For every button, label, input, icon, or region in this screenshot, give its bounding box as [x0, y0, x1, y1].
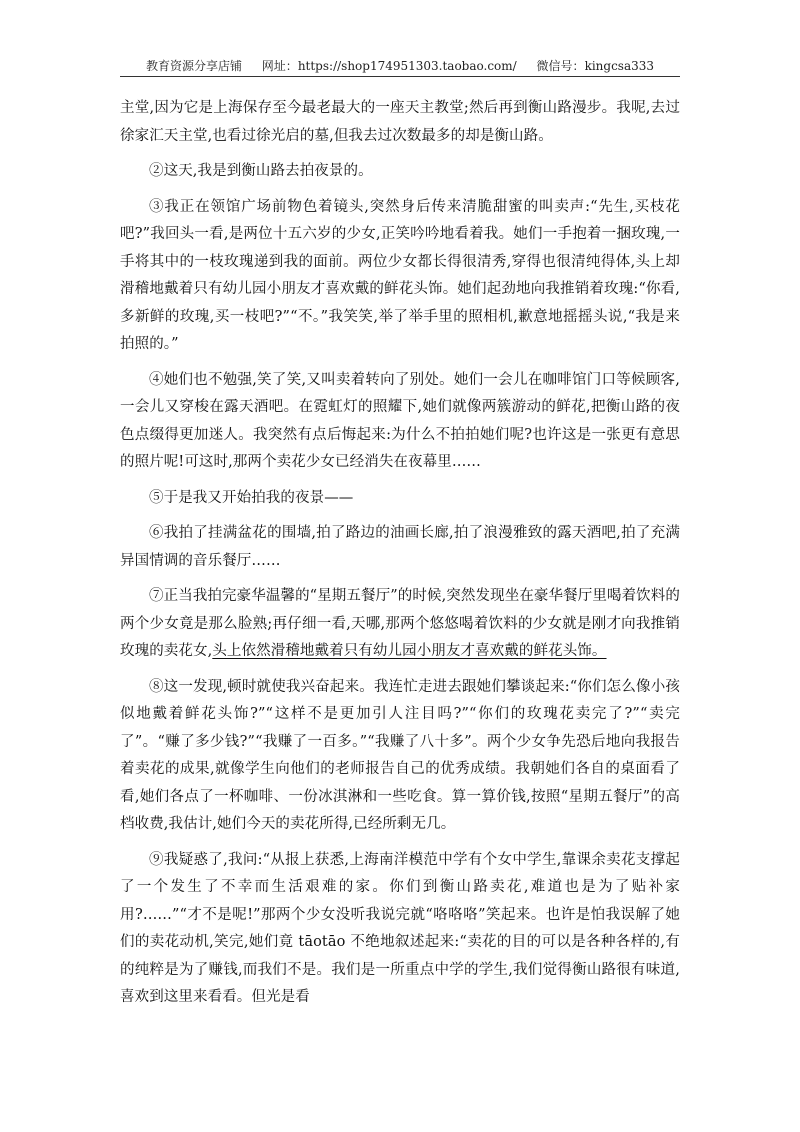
- paragraph-6: ⑥我拍了挂满盆花的围墙,拍了路边的油画长廊,拍了浪漫雅致的露天酒吧,拍了充满异国情调的音乐餐厅……: [120, 525, 680, 569]
- paragraph-9: ⑨我疑惑了,我问:“从报上获悉,上海南洋模范中学有个女中学生,靠课余卖花支撑起了一个发生了不幸而生活艰难的家。你们到衡山路卖花,难道也是为了贴补家用?……”“才不是呢!”那两个少女没听我说完就“咯咯咯”笑起来。也许是怕我误解了她们的卖花动机,笑完,她们竟 tāotāo 不绝地叙述起来:“卖花的目的可以是各种各样的,有的纯粹是为了赚钱,而我们不是。我们是一所重点中学的学生,我们觉得衡山路很有味道,喜欢到这里来看看。但光是看: [120, 851, 680, 1005]
- paragraph-3: ③我正在领馆广场前物色着镜头,突然身后传来清脆甜蜜的叫卖声:“先生,买枝花吧?”我回头一看,是两位十五六岁的少女,正笑吟吟地看着我。她们一手抱着一捆玫瑰,一手将其中的一枝玫瑰递到我的面前。两位少女都长得很清秀,穿得也很清纯得体,头上却滑稽地戴着只有幼儿园小朋友才喜欢戴的鲜花头饰。她们起劲地向我推销着玫瑰:“你看,多新鲜的玫瑰,买一枝吧?”“不。”我笑笑,举了举手里的照相机,歉意地摇摇头说,“我是来拍照的。”: [120, 198, 680, 352]
- paragraph-2: ②这天,我是到衡山路去拍夜景的。: [149, 163, 373, 179]
- paragraph-5: ⑤于是我又开始拍我的夜景——: [149, 489, 354, 506]
- wechat-label: 微信号：: [536, 59, 585, 73]
- site-url[interactable]: https://shop174951303.taobao.com/: [297, 59, 517, 73]
- site-info: [262, 59, 517, 73]
- site-label: 网址：: [261, 59, 298, 73]
- paragraph-7: [120, 583, 680, 666]
- shop-name: 教育资源分享店铺: [145, 59, 242, 73]
- paragraph-7-text: ⑦正当我拍完豪华温馨的“星期五餐厅”的时候,突然发现坐在豪华餐厅里喝着饮料的两个少女竟是那么脸熟;再仔细一看,天哪,那两个悠悠喝着饮料的少女就是刚才向我推销玫瑰的卖花女,: [120, 588, 680, 659]
- paragraph-1: 主堂,因为它是上海保存至今最老最大的一座天主教堂;然后再到衡山路漫步。我呢,去过徐家汇天主堂,也看过徐光启的墓,但我去过次数最多的却是衡山路。: [120, 100, 680, 144]
- paragraph-4: ④她们也不勉强,笑了笑,又叫卖着转向了别处。她们一会儿在咖啡馆门口等候顾客,一会儿又穿梭在露天酒吧。在霓虹灯的照耀下,她们就像两簇游动的鲜花,把衡山路的夜色点缀得更加迷人。我突然有点后悔起来:为什么不拍拍她们呢?也许这是一张更有意思的照片呢!可这时,那两个卖花少女已经消失在夜幕里……: [120, 371, 680, 470]
- wechat-id: kingcsa333: [584, 59, 655, 73]
- article-body: [120, 95, 680, 1012]
- underlined-sentence: 头上依然滑稽地戴着只有幼儿园小朋友才喜欢戴的鲜花头饰。: [212, 643, 607, 659]
- header-rule: [120, 76, 680, 77]
- wechat-info: [537, 59, 654, 73]
- page-header: [120, 57, 680, 74]
- paragraph-8: ⑧这一发现,顿时就使我兴奋起来。我连忙走进去跟她们攀谈起来:“你们怎么像小孩似地戴着鲜花头饰?”“这样不是更加引人注目吗?”“你们的玫瑰花卖完了?”“卖完了”。“赚了多少钱?”“我赚了一百多。”“我赚了八十多”。两个少女争先恐后地向我报告着卖花的成果,就像学生向他们的老师报告自己的优秀成绩。我朝她们各自的桌面看了看,她们各点了一杯咖啡、一份冰淇淋和一些吃食。算一算价钱,按照“星期五餐厅”的高档收费,我估计,她们今天的卖花所得,已经所剩无几。: [120, 678, 680, 832]
